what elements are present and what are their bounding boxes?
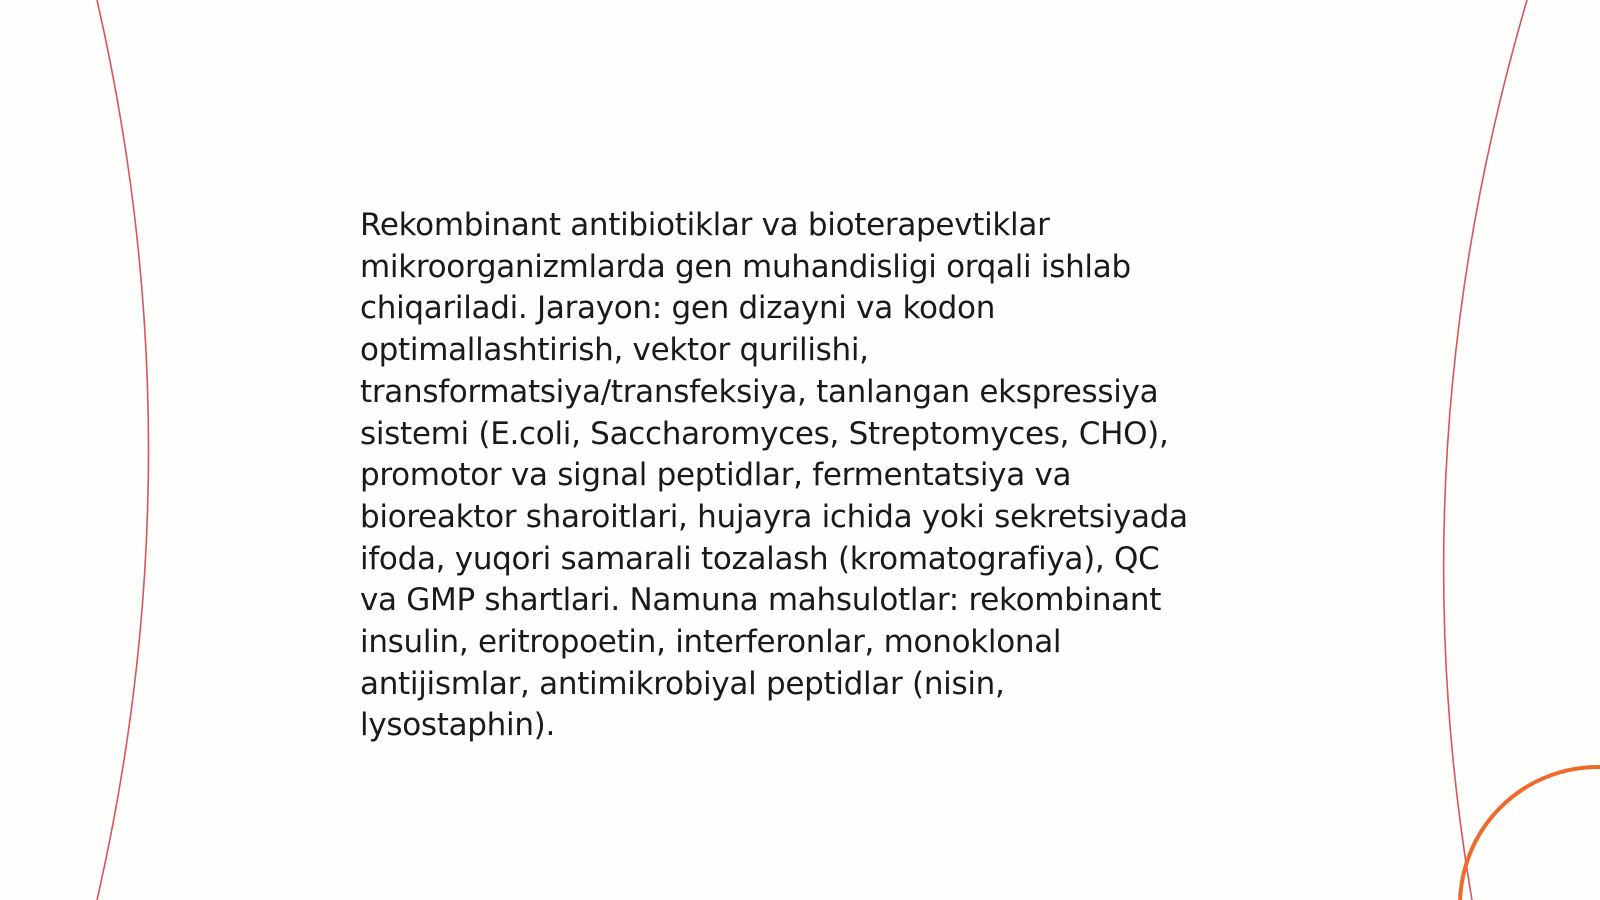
orange-circle-accent — [1460, 767, 1600, 900]
right-curve — [1444, 0, 1527, 900]
left-curve — [97, 0, 149, 900]
body-paragraph: Rekombinant antibiotiklar va bioterapevtiklar mikroorganizmlarda gen muhandisligi orqali ishlab chiqariladi. Jarayon: gen dizayni va kodon optimallashtirish, vektor qurilishi, transformatsiya/transfeksiya, tanlangan ekspressiya sistemi (E.coli, Saccharomyces, Streptomyces, CHO), promotor va signal peptidlar, fermentatsiya va bioreaktor sharoitlari, hujayra ichida yoki sekretsiyada ifoda, yuqori samarali tozalash (kromatografiya), QC va GMP shartlari. Namuna mahsulotlar: rekombinant insulin, eritropoetin, interferonlar, monoklonal antijismlar, antimikrobiyal peptidlar (nisin, lysostaphin). — [360, 207, 1188, 744]
